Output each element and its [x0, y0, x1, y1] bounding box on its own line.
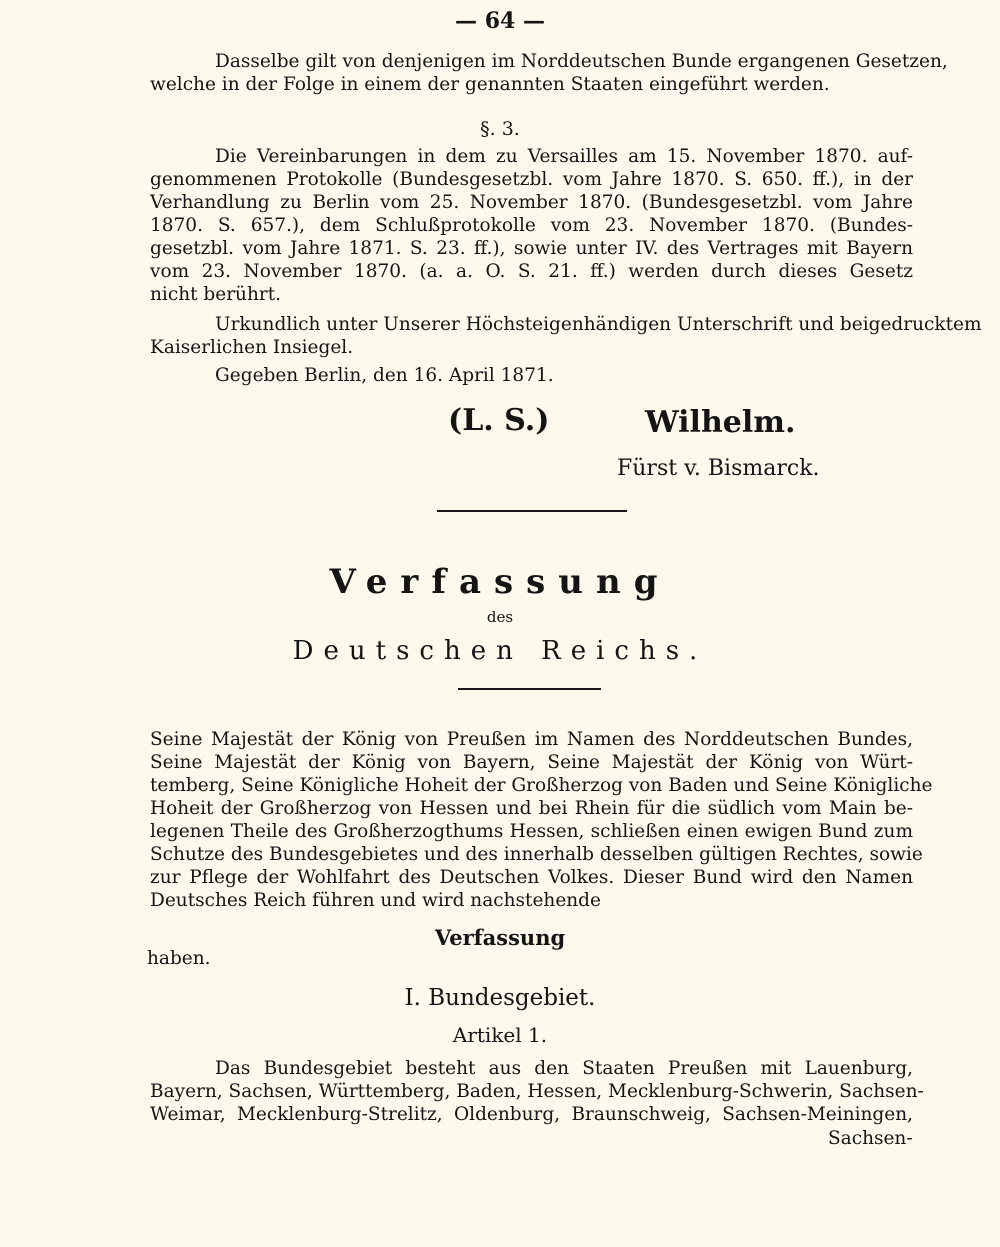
- text-line: Schutze des Bundesgebietes und des innerhalb desselben gültigen Rechtes, sowie: [150, 844, 923, 865]
- signature-wilhelm: Wilhelm.: [645, 405, 796, 440]
- haben-word: haben.: [147, 948, 211, 969]
- paragraph-section-3: [150, 145, 913, 306]
- preamble: [150, 728, 933, 912]
- section-heading: §. 3.: [480, 118, 520, 140]
- article-heading: Artikel 1.: [452, 1023, 548, 1047]
- divider-rule: [437, 510, 627, 512]
- text-line: Deutsches Reich führen und wird nachstehende: [150, 890, 601, 911]
- text-line: Seine Majestät der König von Bayern, Seine Majestät der König von Würt-: [150, 752, 913, 773]
- text-line: Verhandlung zu Berlin vom 25. November 1870. (Bundesgesetzbl. vom Jahre: [150, 192, 913, 213]
- text-line: Dasselbe gilt von denjenigen im Norddeutschen Bunde ergangenen Gesetzen,: [215, 51, 948, 72]
- verfassung-word: Verfassung: [434, 925, 566, 950]
- text-line: nicht berührt.: [150, 284, 282, 305]
- divider-rule: [458, 688, 601, 690]
- title-main: Verfassung: [329, 562, 671, 602]
- seal-mark: (L. S.): [448, 403, 550, 438]
- part-heading: I. Bundesgebiet.: [404, 985, 596, 1011]
- countersignature: Fürst v. Bismarck.: [617, 456, 820, 481]
- text-line: Das Bundesgebiet besteht aus den Staaten Preußen mit Lauenburg,: [215, 1058, 913, 1079]
- text-line: Weimar, Mecklenburg-Strelitz, Oldenburg, Braunschweig, Sachsen-Meiningen,: [150, 1104, 913, 1125]
- article-1-last-word: Sachsen-: [828, 1128, 913, 1149]
- text-line: temberg, Seine Königliche Hoheit der Großherzog von Baden und Seine Königliche: [150, 775, 933, 796]
- dated-line: [150, 364, 913, 387]
- text-line: Die Vereinbarungen in dem zu Versailles am 15. November 1870. auf-: [215, 146, 913, 167]
- text-line: gesetzbl. vom Jahre 1871. S. 23. ff.), sowie unter IV. des Vertrages mit Bayern: [150, 238, 913, 259]
- text-line: welche in der Folge in einem der genannten Staaten eingeführt werden.: [150, 74, 830, 95]
- title-des: des: [486, 608, 514, 626]
- text-line: Seine Majestät der König von Preußen im Namen des Norddeutschen Bundes,: [150, 729, 913, 750]
- text-line: genommenen Protokolle (Bundesgesetzbl. vom Jahre 1870. S. 650. ff.), in der: [150, 169, 913, 190]
- text-line: vom 23. November 1870. (a. a. O. S. 21. ff.) werden durch dieses Gesetz: [150, 261, 913, 282]
- paragraph-urkundlich: [150, 313, 982, 359]
- text-line: Urkundlich unter Unserer Höchsteigenhändigen Unterschrift und beigedrucktem: [215, 314, 982, 335]
- text-line: Gegeben Berlin, den 16. April 1871.: [215, 365, 554, 386]
- article-1-text: [150, 1057, 924, 1126]
- text-line: Bayern, Sachsen, Württemberg, Baden, Hessen, Mecklenburg-Schwerin, Sachsen-: [150, 1081, 924, 1102]
- page-number: — 64 —: [455, 8, 545, 34]
- text-line: 1870. S. 657.), dem Schlußprotokolle vom 23. November 1870. (Bundes-: [150, 215, 913, 236]
- text-line: Hoheit der Großherzog von Hessen und bei Rhein für die südlich vom Main be-: [150, 798, 913, 819]
- text-line: zur Pflege der Wohlfahrt des Deutschen Volkes. Dieser Bund wird den Namen: [150, 867, 913, 888]
- text-line: legenen Theile des Großherzogthums Hessen, schließen einen ewigen Bund zum: [150, 821, 913, 842]
- title-sub: Deutschen Reichs.: [292, 636, 708, 666]
- paragraph-intro: [150, 50, 948, 96]
- text-line: Kaiserlichen Insiegel.: [150, 337, 354, 358]
